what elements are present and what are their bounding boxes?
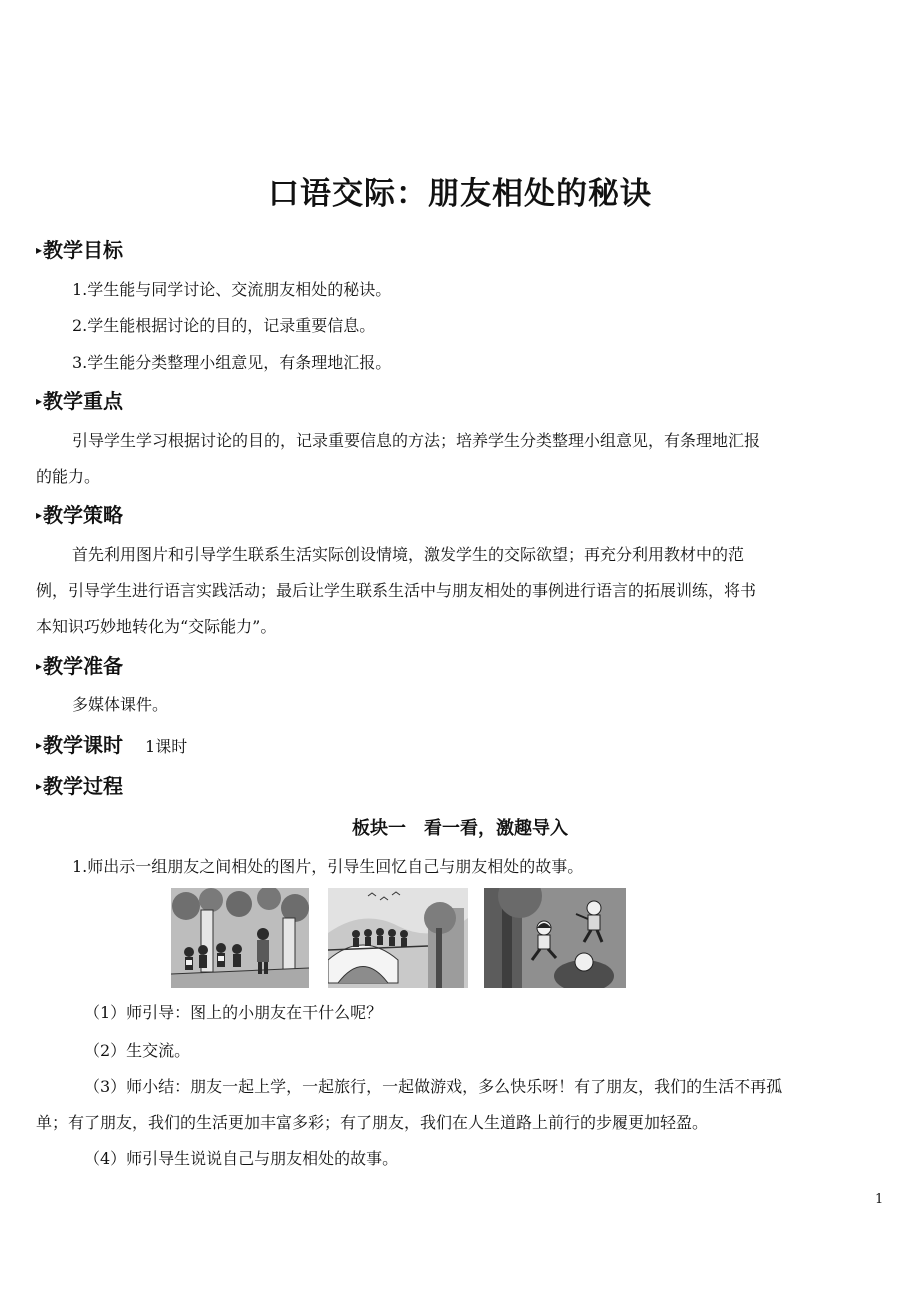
section-heading-process — [36, 770, 123, 799]
process-step-1: 1.师出示一组朋友之间相处的图片，引导生回忆自己与朋友相处的故事。 — [72, 857, 584, 876]
process-sub-3-line-1: （3）师小结：朋友一起上学，一起旅行，一起做游戏，多么快乐呀！有了朋友，我们的生活不再孤 — [84, 1077, 783, 1096]
block-title: 板块一 看一看，激趣导入 — [352, 818, 568, 839]
section-heading-strategy — [36, 499, 123, 528]
process-sub-4: （4）师引导生说说自己与朋友相处的故事。 — [84, 1149, 399, 1168]
section-heading-hours — [36, 729, 187, 758]
hours-value: 1课时 — [145, 737, 188, 756]
prep-text: 多媒体课件。 — [72, 695, 169, 714]
focus-line-2: 的能力。 — [36, 467, 101, 486]
section-heading-prep — [36, 650, 123, 679]
illustration-going-to-school — [171, 888, 309, 988]
illustration-playing-games — [484, 888, 626, 988]
process-sub-2: （2）生交流。 — [84, 1041, 191, 1060]
heading-process-label: 教学过程 — [43, 774, 124, 798]
page-title: 口语交际：朋友相处的秘诀 — [268, 176, 652, 212]
strategy-line-2: 例，引导学生进行语言实践活动；最后让学生联系生活中与朋友相处的事例进行语言的拓展训练，将书 — [36, 581, 757, 600]
bullet-triangle-icon: ▸ — [36, 508, 43, 522]
process-sub-3-line-2: 单；有了朋友，我们的生活更加丰富多彩；有了朋友，我们在人生道路上前行的步履更加轻盈。 — [36, 1113, 709, 1132]
goal-item-3: 3.学生能分类整理小组意见，有条理地汇报。 — [72, 353, 392, 372]
heading-strategy-label: 教学策略 — [43, 503, 124, 527]
strategy-line-1: 首先利用图片和引导学生联系生活实际创设情境，激发学生的交际欲望；再充分利用教材中的范 — [72, 545, 745, 564]
bullet-triangle-icon: ▸ — [36, 243, 43, 257]
heading-hours-label: 教学课时 — [43, 733, 124, 757]
section-heading-focus — [36, 385, 123, 414]
heading-prep-label: 教学准备 — [43, 654, 124, 678]
heading-goals-label: 教学目标 — [43, 238, 124, 262]
process-sub-1: （1）师引导：图上的小朋友在干什么呢？ — [84, 1003, 383, 1022]
bullet-triangle-icon: ▸ — [36, 779, 43, 793]
page-number: 1 — [875, 1192, 884, 1207]
section-heading-goals — [36, 234, 123, 263]
focus-line-1: 引导学生学习根据讨论的目的，记录重要信息的方法；培养学生分类整理小组意见，有条理地汇报 — [72, 431, 761, 450]
bullet-triangle-icon: ▸ — [36, 394, 43, 408]
bullet-triangle-icon: ▸ — [36, 659, 43, 673]
heading-focus-label: 教学重点 — [43, 389, 124, 413]
goal-item-1: 1.学生能与同学讨论、交流朋友相处的秘诀。 — [72, 280, 392, 299]
bullet-triangle-icon: ▸ — [36, 738, 43, 752]
strategy-line-3: 本知识巧妙地转化为“交际能力”。 — [36, 617, 277, 636]
goal-item-2: 2.学生能根据讨论的目的，记录重要信息。 — [72, 316, 376, 335]
illustration-trip-bridge — [328, 888, 468, 988]
